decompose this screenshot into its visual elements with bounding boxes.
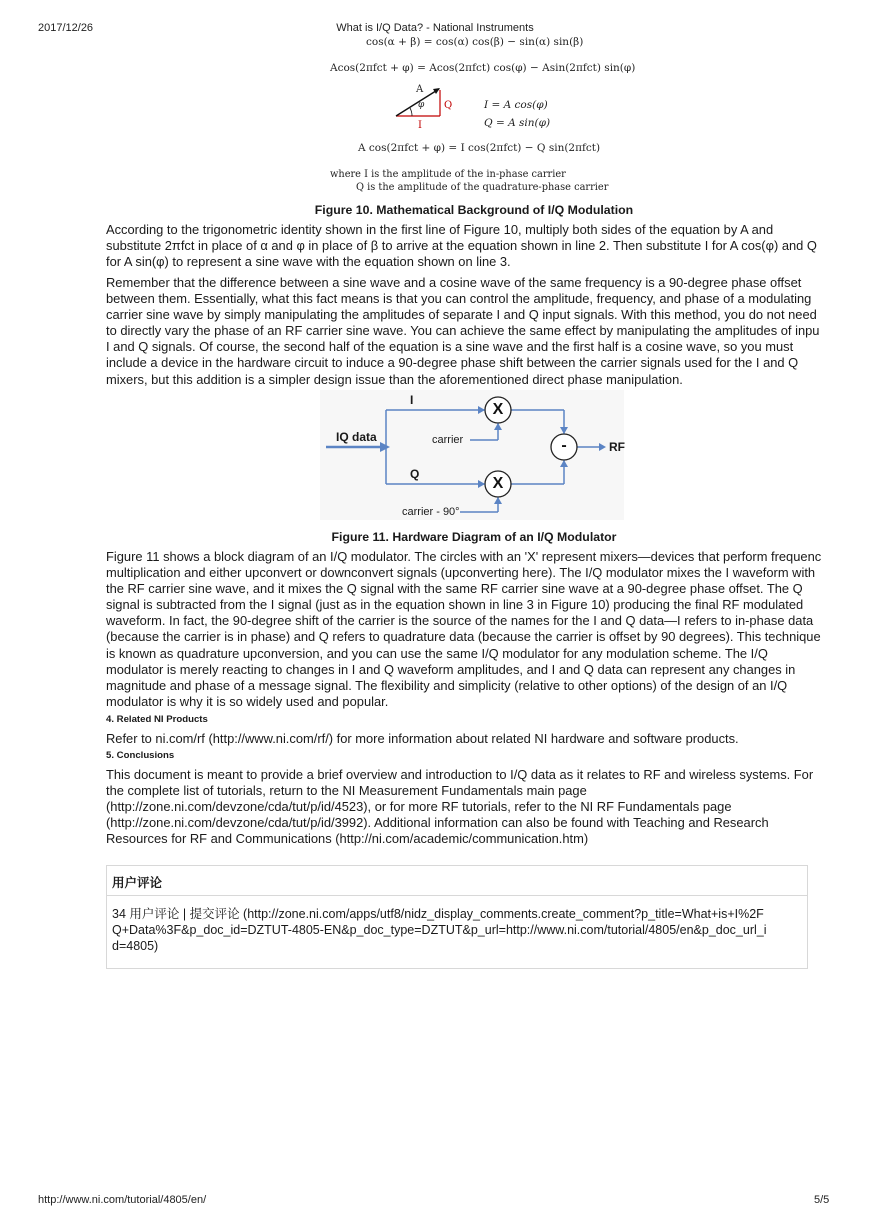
mixer-i-icon: X — [492, 401, 504, 418]
paragraph-trig-identity — [106, 222, 834, 270]
where-line-2: Q is the amplitude of the quadrature-phase carrier — [356, 182, 609, 193]
text-line: carrier sine wave by simply manipulating the amplitudes of separate I and Q input signals. With this method, you do not need — [106, 307, 817, 323]
print-date: 2017/12/26 — [38, 22, 94, 34]
paragraph-sine-cosine — [106, 275, 834, 388]
equation-line-1: cos(α + β) = cos(α) cos(β) − sin(α) sin(β) — [366, 36, 584, 48]
figure-11-caption: Figure 11. Hardware Diagram of an I/Q Modulator — [331, 530, 617, 544]
text-line: substitute 2πfct in place of α and φ in place of β to arrive at the equation shown in line 2. Then substitute I for A cos(φ) and Q — [106, 238, 817, 254]
comments-heading: 用户评论 — [107, 866, 807, 896]
figure-10-caption: Figure 10. Mathematical Background of I/Q Modulation — [314, 203, 634, 217]
diagram-label-iq-data: IQ data — [336, 430, 377, 444]
figure-11-iq-modulator-diagram — [320, 390, 624, 520]
comments-link[interactable] — [107, 896, 807, 968]
modulator-wiring-icon — [320, 390, 624, 520]
text-line: modulator is why it is so widely used and popular. — [106, 693, 389, 709]
section-conclusions — [106, 750, 834, 847]
comments-line[interactable]: d=4805) — [112, 939, 159, 953]
text-line: is known as quadrature upconversion, and you can use the same I/Q modulator for any modulation scheme. The I/Q — [106, 645, 768, 661]
text-line: to directly vary the phase of an RF carrier sine wave. You can achieve the same effect by manipulating the amplitudes of inpu — [106, 323, 820, 339]
page-number: 5/5 — [814, 1194, 830, 1206]
text-line: mixers, but this addition is a simpler design issue than the aforementioned direct phase manipulation. — [106, 371, 683, 387]
text-line: between them. Essentially, what this fact means is that you can control the amplitude, frequency, and phase of a modulating — [106, 291, 812, 307]
diagram-label-rf: RF — [609, 440, 625, 454]
label-phi: φ — [418, 100, 425, 110]
text-line: the RF carrier sine wave, and it mixes the Q signal with the same RF carrier sine wave at a 90-degree phase offset. The Q — [106, 581, 803, 597]
label-i: I — [418, 120, 422, 131]
text-line: This document is meant to provide a brief overview and introduction to I/Q data as it relates to RF and wireless systems. For — [106, 767, 814, 782]
text-line: According to the trigonometric identity shown in the first line of Figure 10, multiply both sides of the equation by A and — [106, 222, 774, 237]
section-related-products — [106, 714, 834, 751]
text-line: the complete list of tutorials, return to the NI Measurement Fundamentals main page — [106, 783, 587, 799]
text-line: modulator is merely reacting to changes in I and Q waveform amplitudes, and I and Q data can represent any changes in — [106, 661, 796, 677]
diagram-label-carrier-90: carrier - 90° — [402, 506, 460, 518]
text-line: signal is subtracted from the I signal (just as in the equation shown in line 3 in Figure 10) producing the final RF modulated — [106, 597, 804, 613]
diagram-label-q: Q — [410, 467, 420, 481]
subtractor-icon: - — [561, 437, 567, 454]
figure-10-math — [320, 32, 636, 197]
text-line: multiplication and either upconvert or downconvert signals (upconverting here). The I/Q modulator mixes the I waveform with — [106, 565, 816, 581]
text-line: Remember that the difference between a sine wave and a cosine wave of the same frequency is a 90-degree phase offset — [106, 275, 802, 290]
mixer-q-icon: X — [492, 475, 504, 492]
comments-line[interactable]: 34 用户评论 | 提交评论 (http://zone.ni.com/apps/utf8/nidz_display_comments.create_comment?p_title=What+is+I%2F — [112, 907, 764, 921]
footer-url: http://www.ni.com/tutorial/4805/en/ — [38, 1194, 207, 1206]
equation-line-3: A cos(2πfct + φ) = I cos(2πfct) − Q sin(2πfct) — [358, 142, 601, 154]
equation-line-2: Acos(2πfct + φ) = Acos(2πfct) cos(φ) − Asin(2πfct) sin(φ) — [330, 62, 636, 74]
text-line: Resources for RF and Communications (http://ni.com/academic/communication.htm) — [106, 831, 589, 847]
diagram-label-i: I — [410, 393, 414, 407]
label-a: A — [416, 84, 424, 95]
text-line: waveform. In fact, the 90-degree shift of the carrier is the source of the names for the I and Q data—I refers to in-phase data — [106, 613, 814, 629]
section-heading: 5. Conclusions — [106, 750, 175, 761]
diagram-label-carrier: carrier — [432, 434, 464, 446]
label-q: Q — [444, 100, 453, 111]
page-title: What is I/Q Data? - National Instruments — [336, 22, 534, 34]
equation-i: I = A cos(φ) — [484, 99, 548, 111]
text-line: Figure 11 shows a block diagram of an I/Q modulator. The circles with an 'X' represent mixers—devices that perform frequenc — [106, 549, 822, 564]
text-line: I and Q signals. Of course, the second half of the equation is a sine wave and the first half is a cosine wave, so you must — [106, 339, 794, 355]
where-line-1: where I is the amplitude of the in-phase carrier — [330, 169, 566, 180]
text-line: (http://zone.ni.com/devzone/cda/tut/p/id/4523), or for more RF tutorials, refer to the NI RF Fundamentals page — [106, 799, 732, 815]
text-line: for A sin(φ) to represent a sine wave with the equation shown on line 3. — [106, 254, 511, 270]
equation-q: Q = A sin(φ) — [484, 117, 551, 129]
paragraph-block-diagram — [106, 549, 834, 710]
section-heading: 4. Related NI Products — [106, 714, 208, 725]
text-line: (http://zone.ni.com/devzone/cda/tut/p/id/3992). Additional information can also be found with Teaching and Research — [106, 815, 769, 831]
text-line: magnitude and phase of a message signal. The flexibility and simplicity (relative to other options) of the design of an I/Q — [106, 677, 788, 693]
comments-line[interactable]: Q+Data%3F&p_doc_id=DZTUT-4805-EN&p_doc_type=DZTUT&p_url=http://www.ni.com/tutorial/4805/en&p_doc_url_i — [112, 923, 767, 937]
section-text: Refer to ni.com/rf (http://www.ni.com/rf/) for more information about related NI hardware and software products. — [106, 731, 739, 746]
user-comments-panel — [106, 865, 808, 969]
text-line: include a device in the hardware circuit to induce a 90-degree phase shift between the carrier signals used for the I and Q — [106, 355, 799, 371]
text-line: (because the carrier is in phase) and Q refers to quadrature data (because the carrier is offset by 90 degrees). This technique — [106, 629, 821, 645]
